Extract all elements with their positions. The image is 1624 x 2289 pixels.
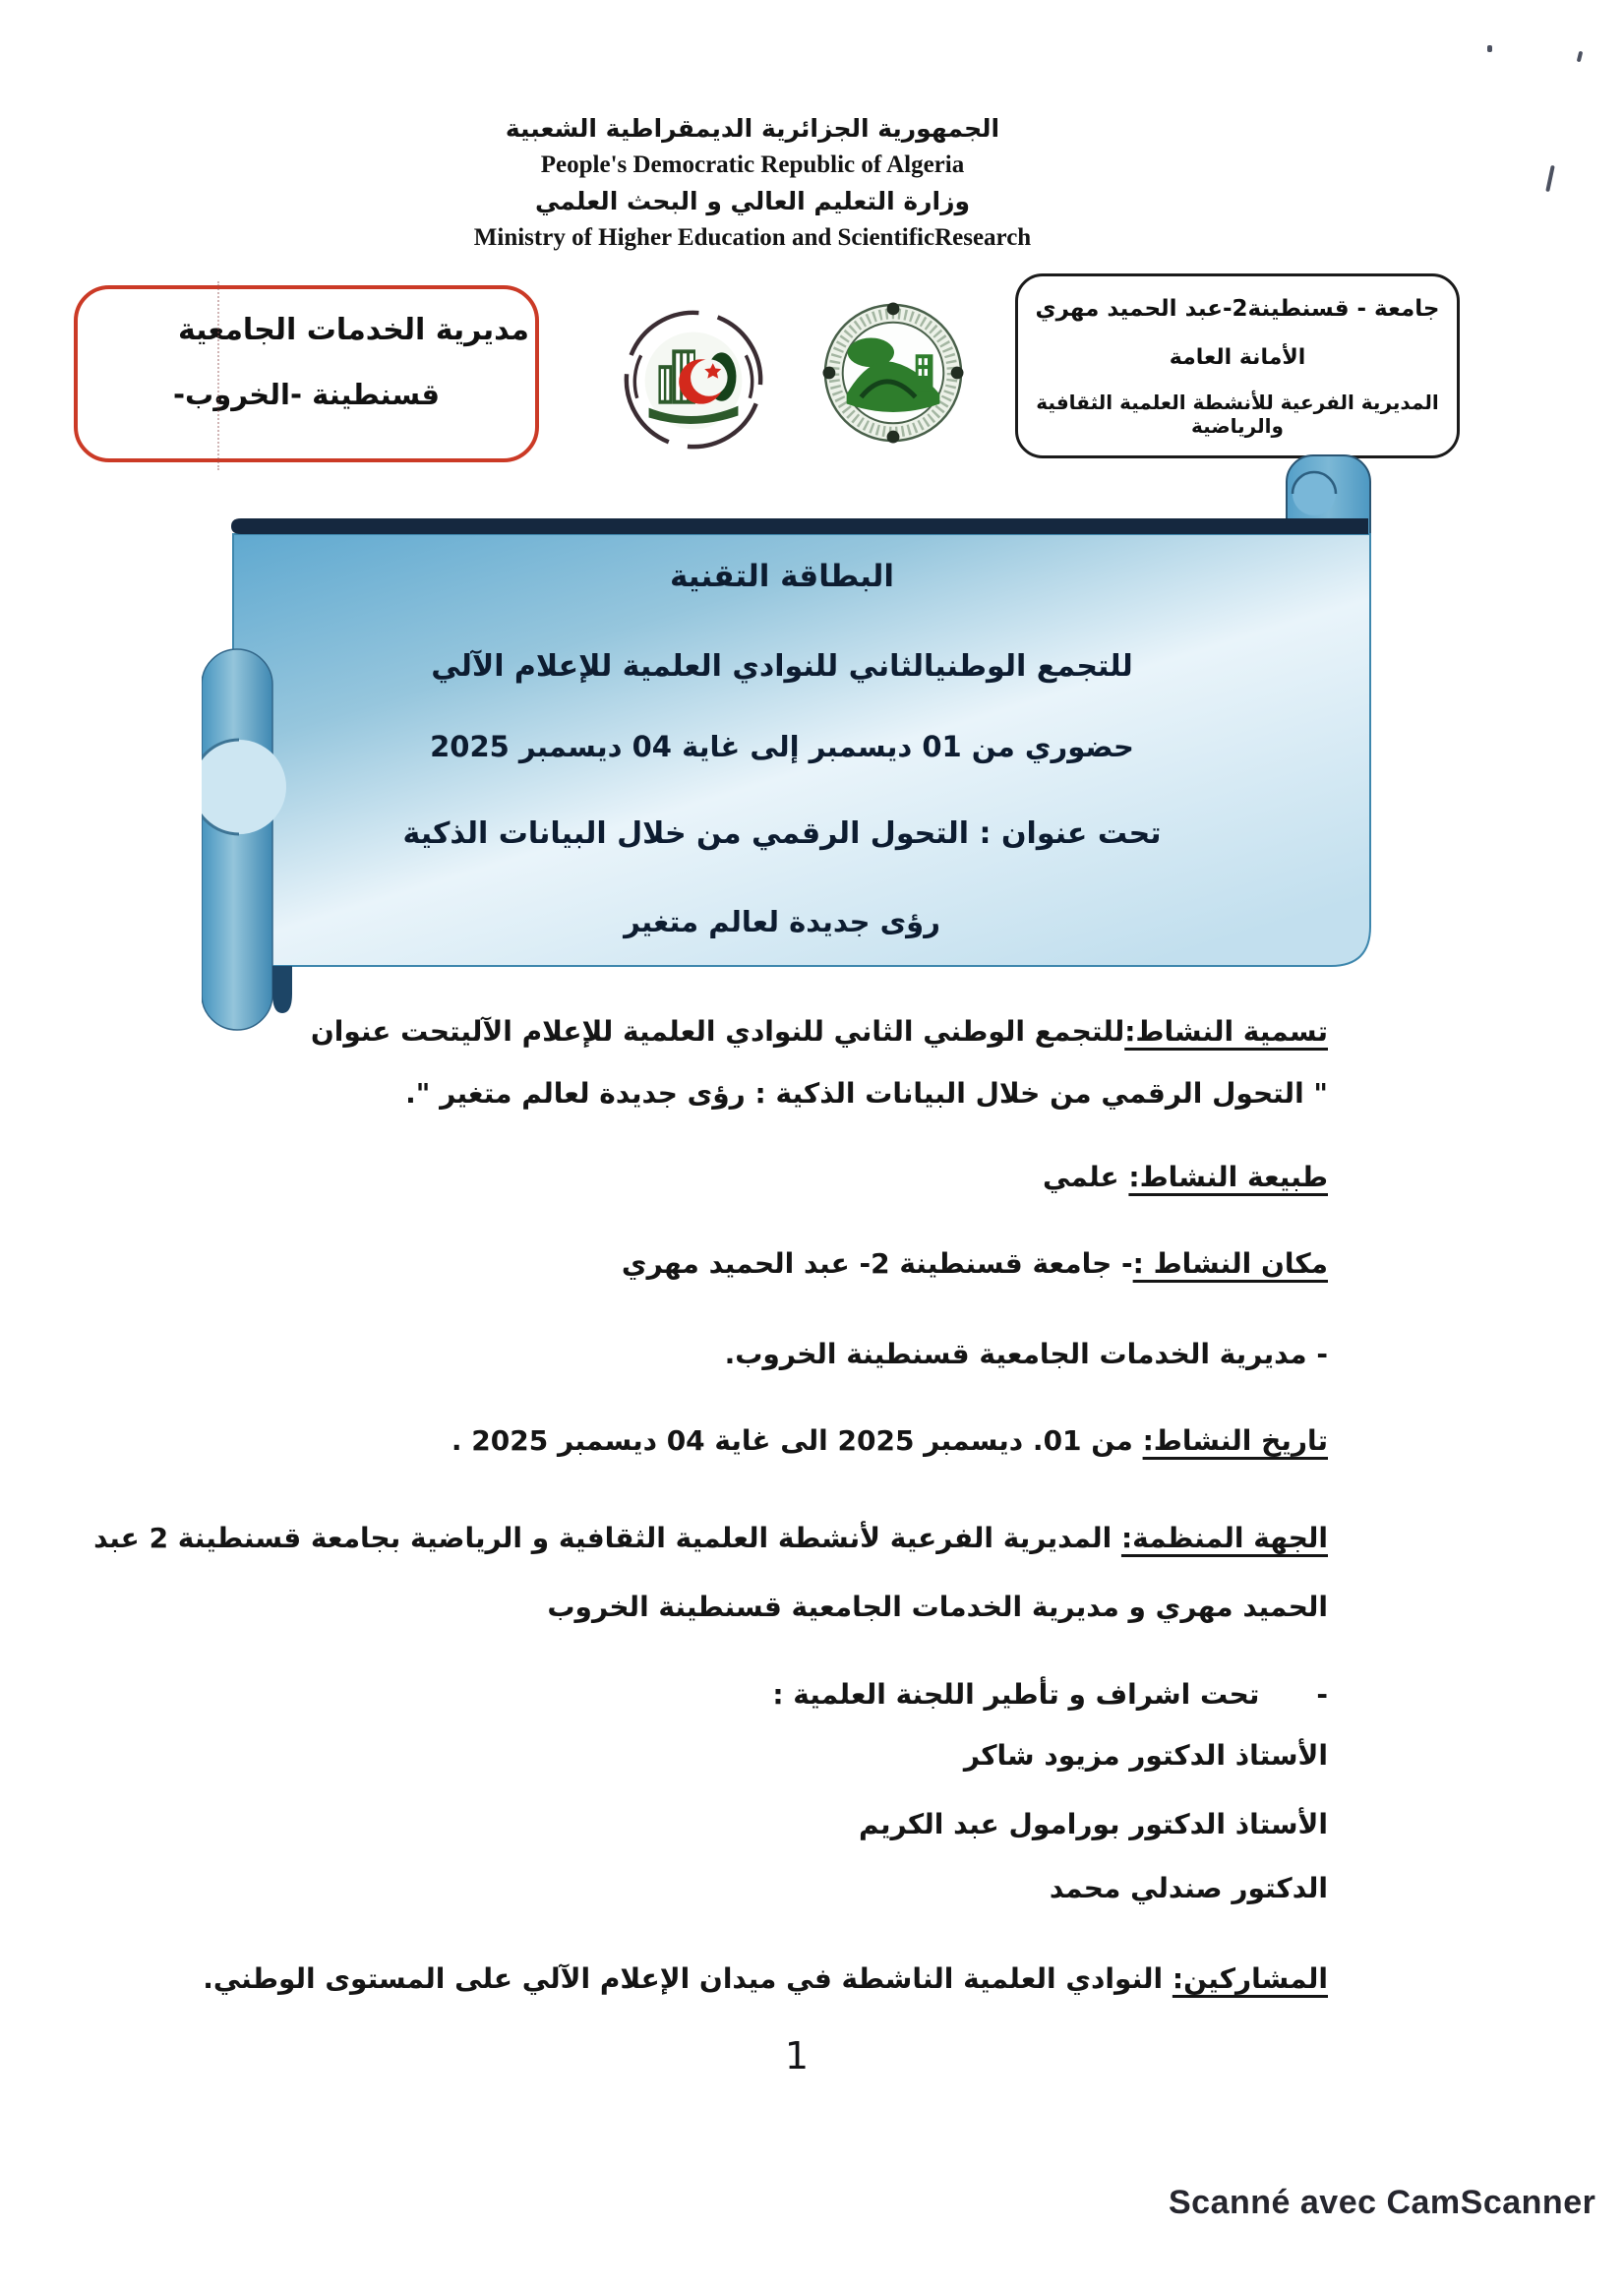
- scan-fold-line: [217, 281, 219, 470]
- activity-date-label: تاريخ النشاط:: [1142, 1424, 1328, 1457]
- activity-place-line: [205, 1247, 1328, 1280]
- supervision-line: [205, 1678, 1340, 1711]
- activity-place-text: - جامعة قسنطينة 2- عبد الحميد مهري: [621, 1247, 1133, 1280]
- committee-member: الأستاذ الدكتور مزيود شاكر: [963, 1739, 1328, 1772]
- banner-subtitle: للتجمع الوطنيالثاني للنوادي العلمية للإعلام الآلي: [431, 649, 1133, 684]
- banner-theme: تحت عنوان : التحول الرقمي من خلال البيانات الذكية: [402, 816, 1162, 851]
- committee-member: الأستاذ الدكتور بورامول عبد الكريم: [859, 1808, 1328, 1840]
- technical-card-banner: [202, 448, 1372, 1038]
- participants-text: النوادي العلمية الناشطة في ميدان الإعلام الآلي على المستوى الوطني.: [203, 1962, 1173, 1995]
- university-name-label: جامعة - قسنطينة2-عبد الحميد مهري: [1035, 296, 1440, 322]
- activity-nature-line: [205, 1161, 1328, 1193]
- activity-nature-label: طبيعة النشاط:: [1128, 1161, 1328, 1193]
- camscanner-watermark: Scanné avec CamScanner: [1169, 2184, 1596, 2221]
- activity-place-line2: - مديرية الخدمات الجامعية قسنطينة الخروب.: [724, 1338, 1328, 1370]
- activity-name-label: تسمية النشاط:: [1124, 1015, 1328, 1048]
- republic-title-en: People's Democratic Republic of Algeria: [540, 151, 965, 178]
- page-number: 1: [784, 2034, 810, 2078]
- bridge-university-emblem-icon: [822, 301, 964, 445]
- scan-speck: [1577, 51, 1584, 63]
- supervision-text: تحت اشراف و تأطير اللجنة العلمية :: [772, 1678, 1260, 1711]
- activity-name-line: [205, 1015, 1328, 1048]
- activity-date-text: من 01. ديسمبر 2025 الى غاية 04 ديسمبر 2025 .: [451, 1424, 1143, 1457]
- banner-tagline: رؤى جديدة لعالم متغير: [624, 905, 940, 938]
- services-directorate-label: مديرية الخدمات الجامعية: [177, 313, 529, 347]
- republic-title-ar: الجمهورية الجزائرية الديمقراطية الشعبية: [505, 114, 1000, 143]
- sub-directorate-label: المديرية الفرعية للأنشطة العلمية الثقافية والرياضية: [1036, 391, 1439, 438]
- city-crescent-emblem-icon: [615, 301, 772, 456]
- organizer-label: الجهة المنظمة:: [1120, 1522, 1328, 1554]
- ministry-title-en: Ministry of Higher Education and ScientificResearch: [473, 224, 1032, 251]
- scan-speck: [1545, 165, 1555, 192]
- banner-dates: حضوري من 01 ديسمبر إلى غاية 04 ديسمبر 2025: [430, 730, 1134, 763]
- banner-title: البطاقة التقنية: [670, 559, 894, 594]
- general-secretariat-label: الأمانة العامة: [1169, 345, 1306, 370]
- activity-title-quote: " التحول الرقمي من خلال البيانات الذكية : رؤى جديدة لعالم متغير ".: [405, 1077, 1328, 1110]
- participants-label: المشاركين:: [1172, 1962, 1328, 1995]
- participants-line: [205, 1962, 1328, 1995]
- ministry-title-ar: وزارة التعليم العالي و البحث العلمي: [534, 187, 971, 215]
- university-secretariat-box: [1015, 273, 1460, 458]
- committee-member: الدكتور صندلي محمد: [1049, 1872, 1328, 1904]
- scan-speck: [1487, 45, 1492, 52]
- activity-nature-text: علمي: [1043, 1161, 1129, 1193]
- activity-date-line: [205, 1424, 1328, 1457]
- activity-place-label: مكان النشاط :: [1132, 1247, 1328, 1280]
- supervision-dash: -: [1316, 1678, 1328, 1711]
- organizer-line: [93, 1522, 1328, 1554]
- constantine-khroub-label: قسنطينة -الخروب-: [173, 378, 440, 411]
- activity-name-text: للتجمع الوطني الثاني للنوادي العلمية للإعلام الآليتحت عنوان: [310, 1015, 1125, 1048]
- document-header: [261, 110, 1244, 256]
- organizer-text: المديرية الفرعية لأنشطة العلمية الثقافية و الرياضية بجامعة قسنطينة 2 عبد: [93, 1522, 1121, 1554]
- organizer-line2: الحميد مهري و مديرية الخدمات الجامعية قسنطينة الخروب: [547, 1591, 1328, 1623]
- university-services-box: [74, 285, 539, 462]
